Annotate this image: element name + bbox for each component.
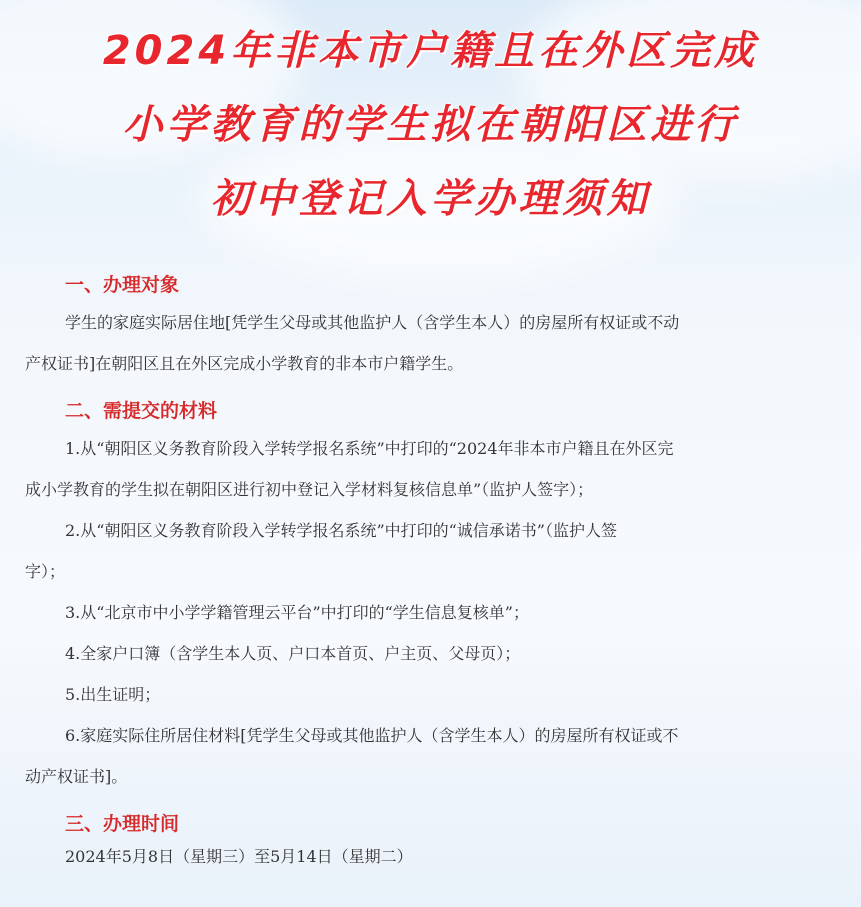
material-item	[25, 674, 815, 715]
paragraph-line: 1.从“朝阳区义务教育阶段入学转学报名系统”中打印的“2024年非本市户籍且在外区完	[65, 439, 674, 458]
paragraph-line: 动产权证书]。	[25, 767, 128, 786]
material-item	[25, 510, 815, 592]
section-heading-schedule: 三、办理时间	[65, 813, 180, 835]
title-line-1: 2024年非本市户籍且在外区完成	[102, 28, 759, 74]
paragraph-line: 5.出生证明；	[65, 685, 161, 704]
material-item	[25, 715, 815, 797]
paragraph-line: 6.家庭实际住所居住材料[凭学生父母或其他监护人（含学生本人）的房屋所有权证或不	[65, 726, 679, 745]
paragraph-line: 4.全家户口簿（含学生本人页、户口本首页、户主页、父母页）；	[65, 644, 521, 663]
paragraph-line: 2024年5月8日（星期三）至5月14日（星期二）	[65, 847, 413, 866]
paragraph	[25, 302, 815, 384]
section-schedule	[25, 807, 815, 873]
material-item	[25, 428, 815, 510]
paragraph	[25, 841, 815, 873]
paragraph-line: 3.从“北京市中小学学籍管理云平台”中打印的“学生信息复核单”；	[65, 603, 529, 622]
section-heading-materials: 二、需提交的材料	[65, 400, 218, 422]
material-item	[25, 633, 815, 674]
paragraph-line: 成小学教育的学生拟在朝阳区进行初中登记入学材料复核信息单”（监护人签字）；	[25, 480, 594, 499]
section-eligibility	[25, 268, 815, 384]
notice-body	[25, 268, 815, 873]
title-line-2: 小学教育的学生拟在朝阳区进行	[122, 102, 739, 148]
page-title	[0, 14, 861, 236]
paragraph-line: 2.从“朝阳区义务教育阶段入学转学报名系统”中打印的“诚信承诺书”（监护人签	[65, 521, 617, 540]
paragraph-line: 字）；	[25, 562, 66, 581]
section-materials	[25, 394, 815, 797]
paragraph-line: 学生的家庭实际居住地[凭学生父母或其他监护人（含学生本人）的房屋所有权证或不动	[65, 313, 680, 332]
material-item	[25, 592, 815, 633]
section-heading-eligibility: 一、办理对象	[65, 274, 180, 296]
paragraph-line: 产权证书]在朝阳区且在外区完成小学教育的非本市户籍学生。	[25, 354, 464, 373]
title-line-3: 初中登记入学办理须知	[210, 176, 651, 222]
